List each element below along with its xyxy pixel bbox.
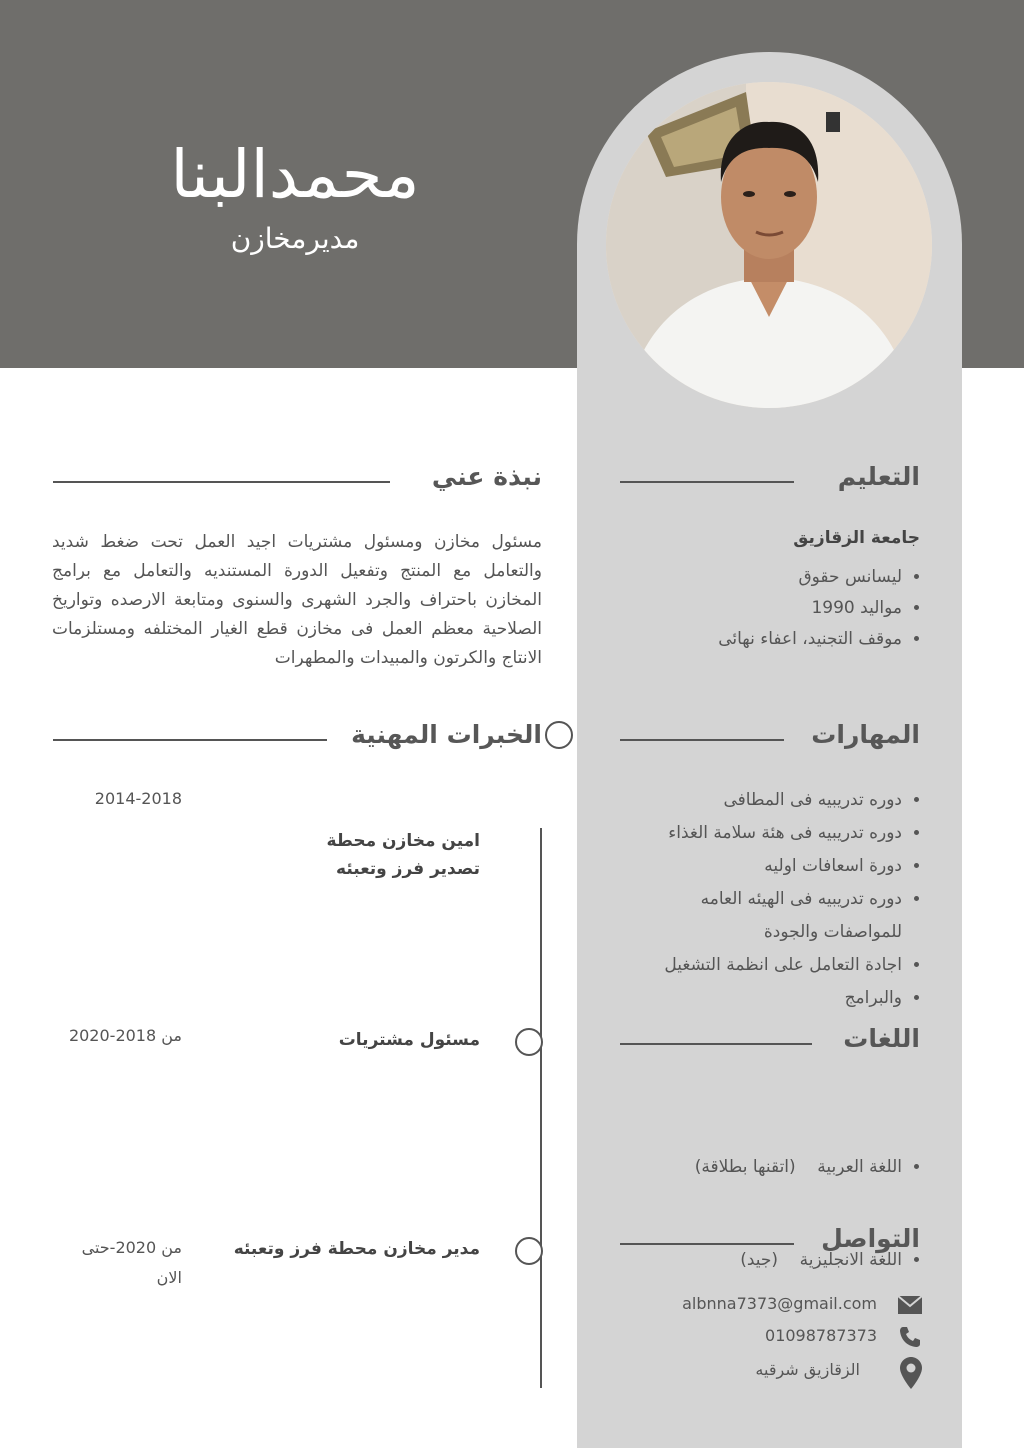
experience-date: 2014-2018 [94, 789, 182, 808]
job-title: مديرمخازن [230, 222, 360, 255]
list-item: • اللغة الانجليزية (جيد) [695, 1245, 902, 1276]
contact-address: الزقازيق شرقيه [755, 1360, 860, 1379]
location-pin-icon [900, 1357, 922, 1393]
experience-role: مدير مخازن محطة فرز وتعبئه [233, 1239, 480, 1259]
list-item: • اللغة العربية (اتقنها بطلاقة) [695, 1152, 902, 1183]
languages-title: اللغات [843, 1024, 920, 1053]
timeline-dot [515, 1028, 543, 1056]
skills-title: المهارات [811, 720, 920, 749]
experience-date: من 2018-2020 [68, 1026, 182, 1045]
education-list [718, 562, 920, 655]
experience-title: الخبرات المهنية [351, 720, 542, 749]
about-text: مسئول مخازن ومسئول مشتريات اجيد العمل تحت ضغط شديد والتعامل مع المنتج وتفعيل الدورة المستنديه والتعامل مع برامج المخازن باحتراف والجرد الشهرى والسنوى ومتابعة الارصده وتواريخ الصلاحية معظم العمل فى مخازن قطع الغيار المختلفه ومستلزمات الانتاج والكرتون والمبيدات والمطهرات [52, 532, 542, 668]
timeline-dot [515, 1237, 543, 1265]
skills-rule [620, 739, 784, 741]
contact-title: التواصل [821, 1224, 920, 1253]
phone-icon [898, 1325, 922, 1353]
contact-rule [620, 1243, 794, 1245]
about-title: نبذة عني [431, 462, 542, 491]
languages-rule [620, 1043, 812, 1045]
education-institution: جامعة الزقازيق [793, 528, 920, 548]
list-item: • دوره تدريبيه فى الهيئه العامه للمواصفات والجودة [632, 883, 902, 949]
timeline-line [540, 828, 542, 1388]
list-item: • مواليد 1990 [718, 593, 902, 624]
education-rule [620, 481, 794, 483]
skills-list [632, 784, 920, 1015]
contact-phone[interactable]: 01098787373 [765, 1326, 877, 1345]
experience-role: امين مخازن محطة تصدير فرز وتعبئه [326, 831, 480, 879]
languages-list [695, 1090, 920, 1307]
list-item: • دوره تدريبيه فى هئة سلامة الغذاء [632, 817, 902, 850]
list-item: • دورة اسعافات اوليه [632, 850, 902, 883]
contact-email[interactable]: albnna7373@gmail.com [682, 1294, 877, 1313]
list-item: • والبرامج [632, 982, 902, 1015]
education-title: التعليم [837, 462, 920, 491]
list-item: • موقف التجنيد، اعفاء نهائى [718, 624, 902, 655]
experience-rule [53, 739, 327, 741]
list-item: • اجادة التعامل على انظمة التشغيل [632, 949, 902, 982]
experience-date: من 2020-حتى الان [81, 1238, 182, 1287]
profile-photo [606, 82, 932, 408]
experience-role: مسئول مشتريات [338, 1030, 480, 1050]
timeline-dot [545, 721, 573, 749]
envelope-icon [898, 1296, 922, 1318]
list-item: • ليسانس حقوق [718, 562, 902, 593]
about-rule [53, 481, 390, 483]
list-item: • دوره تدريبيه فى المطافى [632, 784, 902, 817]
person-name: محمدالبنا [170, 136, 420, 213]
